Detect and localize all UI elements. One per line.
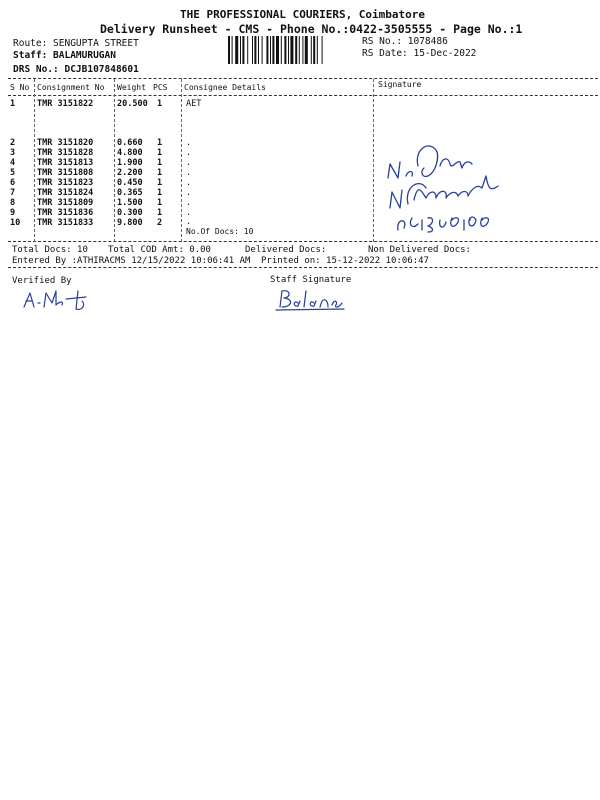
table-row-consignment: TMR 3151833 (37, 218, 94, 228)
table-row-consignment: TMR 3151823 (37, 178, 94, 188)
staff-signature (272, 287, 352, 313)
table-row-sno: 4 (10, 158, 16, 168)
table-top-rule (8, 78, 598, 79)
table-row-weight: 1.900 (117, 158, 143, 168)
total-docs: Total Docs: 10 (12, 245, 88, 255)
table-row-pcs: 1 (157, 99, 163, 109)
table-header-rule (8, 95, 598, 96)
table-row-sno: 7 (10, 188, 16, 198)
col-header-signature: Signature (378, 80, 422, 89)
delivered-docs: Delivered Docs: (245, 245, 327, 255)
col-header-weight: Weight (117, 83, 146, 92)
col-header-consignment: Consignment No (37, 83, 105, 92)
table-row-consignment: TMR 3151836 (37, 208, 94, 218)
table-row-pcs: 1 (157, 158, 163, 168)
table-row-sno: 10 (10, 218, 21, 228)
table-row-sno: 9 (10, 208, 16, 218)
table-row-consignee: . (186, 178, 192, 188)
table-row-consignment: TMR 3151808 (37, 168, 94, 178)
printed-on: Printed on: 15-12-2022 10:06:47 (261, 256, 429, 266)
table-row-pcs: 1 (157, 168, 163, 178)
col-divider (34, 79, 35, 242)
table-row-weight: 1.500 (117, 198, 143, 208)
col-divider (181, 79, 182, 242)
rs-date: RS Date: 15-Dec-2022 (362, 48, 477, 59)
table-row-weight: 20.500 (117, 99, 148, 109)
table-row-sno: 8 (10, 198, 16, 208)
col-header-sno: S No (10, 83, 30, 92)
staff-label: Staff: BALAMURUGAN (13, 50, 116, 61)
table-row-consignee: . (186, 208, 192, 218)
staff-signature-label: Staff Signature (270, 275, 352, 285)
table-row-sno: 1 (10, 99, 16, 109)
barcode (228, 36, 356, 64)
table-row-consignee: . (186, 188, 192, 198)
total-cod: Total COD Amt: 0.00 (108, 245, 211, 255)
table-row-pcs: 1 (157, 178, 163, 188)
table-row-consignee: AET (186, 99, 202, 109)
table-row-consignment: TMR 3151824 (37, 188, 94, 198)
table-bottom-rule (8, 241, 598, 242)
table-row-pcs: 1 (157, 188, 163, 198)
table-row-pcs: 1 (157, 208, 163, 218)
non-delivered-docs: Non Delivered Docs: (368, 245, 471, 255)
table-row-pcs: 1 (157, 198, 163, 208)
table-row-consignment: TMR 3151820 (37, 138, 94, 148)
recipient-signature (378, 120, 528, 240)
table-row-weight: 0.365 (117, 188, 143, 198)
table-row-consignment: TMR 3151828 (37, 148, 94, 158)
table-row-sno: 2 (10, 138, 16, 148)
table-row-weight: 0.660 (117, 138, 143, 148)
col-divider (373, 79, 374, 242)
table-row-sno: 6 (10, 178, 16, 188)
table-row-weight: 4.800 (117, 148, 143, 158)
table-row-consignment: TMR 3151813 (37, 158, 94, 168)
drs-number: DRS No.: DCJB107848601 (13, 64, 139, 75)
verified-by-signature (20, 287, 100, 315)
table-row-weight: 0.300 (117, 208, 143, 218)
verified-by-label: Verified By (12, 276, 72, 286)
entered-by: Entered By :ATHIRACMS 12/15/2022 10:06:41 AM (12, 256, 251, 266)
table-row-consignee: . (186, 168, 192, 178)
footer-rule (8, 267, 598, 268)
table-row-weight: 0.450 (117, 178, 143, 188)
col-header-pcs: PCS (153, 83, 168, 92)
table-row-sno: 3 (10, 148, 16, 158)
no-of-docs: No.Of Docs: 10 (186, 227, 254, 236)
table-row-consignee: . (186, 148, 192, 158)
table-row-consignee: . (186, 138, 192, 148)
table-row-weight: 2.200 (117, 168, 143, 178)
table-row-consignment: TMR 3151809 (37, 198, 94, 208)
table-row-consignee: . (186, 158, 192, 168)
table-row-pcs: 1 (157, 138, 163, 148)
table-row-pcs: 1 (157, 148, 163, 158)
col-header-consignee: Consignee Details (184, 83, 266, 92)
table-row-consignee: . (186, 217, 192, 227)
table-row-sno: 5 (10, 168, 16, 178)
rs-number: RS No.: 1078486 (362, 36, 448, 47)
table-row-pcs: 2 (157, 218, 163, 228)
route-label: Route: SENGUPTA STREET (13, 38, 139, 49)
runsheet-subtitle: Delivery Runsheet - CMS - Phone No.:0422-3505555 - Page No.:1 (100, 22, 523, 36)
table-row-consignment: TMR 3151822 (37, 99, 94, 109)
table-row-consignee: . (186, 198, 192, 208)
col-divider (114, 79, 115, 242)
company-title: THE PROFESSIONAL COURIERS, Coimbatore (180, 8, 426, 21)
table-row-weight: 9.800 (117, 218, 143, 228)
